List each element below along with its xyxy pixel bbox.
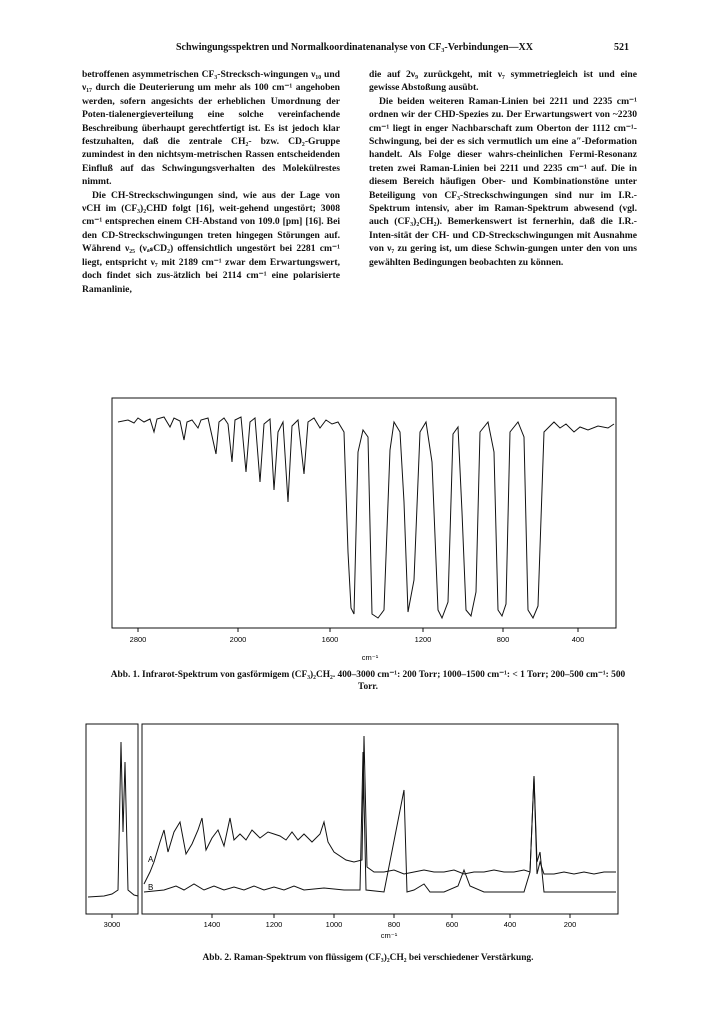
raman-tick-label: 400: [503, 920, 517, 929]
text-column-right: [369, 68, 637, 269]
raman-main-frame: [142, 724, 618, 914]
paragraph: Die CH-Streckschwingungen sind, wie aus der Lage von νCH im (CF₃)₂CHD folgt [16], weit-gehend ungestört; 3008 cm⁻¹ entsprechen einem CH-Abstand von 109.0 [pm] [16]. Bei den CD-Streckschwingungen treten hingegen Störungen auf. Während ν₂₅ (νₐₛCD₂) offensichtlich ungestört bei 2281 cm⁻¹ liegt, entspricht ν₇ mit 2189 cm⁻¹ zwar dem Erwartungswert, doch findet sich zus-ätzlich bei 2114 cm⁻¹ eine polarisierte Ramanlinie,: [82, 189, 340, 295]
ir-tick-label: 2000: [229, 635, 247, 644]
running-title: Schwingungsspektren und Normalkoordinatenanalyse von CF₃-Verbindungen—XX: [176, 42, 533, 53]
raman-spectrum-figure: [84, 722, 624, 947]
ir-axis-unit: cm⁻¹: [361, 653, 379, 662]
raman-inset-frame: [86, 724, 138, 914]
paragraph: Die beiden weiteren Raman-Linien bei 2211 und 2235 cm⁻¹ ordnen wir der CHD-Spezies zu. Der Erwartungswert von ~2230 cm⁻¹ liegt in enger Nachbarschaft zum Oberton der 1112 cm⁻¹-Schwingung, bei der es sich vermutlich um eine a″-Deformation handelt. Als Folge dieser wahrs-cheinlichen Fermi-Resonanz treten zwei Raman-Linien bei 2211 und 2235 cm⁻¹ auf. Die in diesem Bereich häufigen Ober- und Kombinationstöne unter Beteiligung von CF₃-Streckschwingungen sind nur im I.R.-Spektrum intensiv, aber im Raman-Spektrum abwesend (vgl. auch (CF₃)₂CH₂). Bemerkenswert ist fernerhin, daß die I.R.-Inten-sität der CH- und CD-Streckschwingungen mit Ausnahme von ν₇ zu gering ist, um diese Schwin-gungen unter den von uns gewählten Bedingungen beobachten zu können.: [369, 95, 637, 268]
page-number: 521: [614, 42, 629, 53]
figure-2-caption: Abb. 2. Raman-Spektrum von flüssigem (CF₃)₂CH₂ bei verschiedener Verstärkung.: [202, 953, 534, 963]
paragraph: die auf 2ν₉ zurückgeht, mit ν₇ symmetriegleich ist und eine gewisse Abstoßung ausübt.: [369, 69, 637, 94]
raman-trace-A: [144, 736, 616, 884]
ir-frame: [112, 398, 616, 628]
ir-x-axis: [138, 628, 578, 632]
raman-tick-label: 200: [563, 920, 577, 929]
raman-inset-trace: [88, 742, 138, 897]
raman-tick-label: 1400: [203, 920, 221, 929]
trace-label-a: A: [148, 855, 154, 864]
text-column-left: [82, 68, 340, 296]
ir-tick-label: 800: [496, 635, 510, 644]
raman-tick-label: 3000: [103, 920, 121, 929]
ir-spectrum-trace: [118, 417, 614, 618]
trace-label-b: B: [148, 883, 154, 892]
ir-spectrum-figure: [108, 392, 618, 672]
raman-tick-label: 800: [387, 920, 401, 929]
ir-tick-label: 1200: [414, 635, 432, 644]
raman-tick-label: 1000: [325, 920, 343, 929]
paragraph: betroffenen asymmetrischen CF₃-Strecksch-wingungen ν₁₀ und ν₁₇ durch die Deuterierung um mehr als 100 cm⁻¹ angehoben werden, sofern angesichts der erheblichen Umordnung der Poten-tialenergieverteilung eine solche vereinfachende Beschreibung überhaupt gerechtfertigt ist. Es ist jedoch klar festzuhalten, daß die zentrale CH₂- bzw. CD₂-Gruppe zumindest in den nichtsym-metrischen Rassen entscheidenden Einfluß auf das Schwingungsverhalten des Molekülrestes nimmt.: [82, 69, 340, 188]
ir-tick-label: 2800: [129, 635, 147, 644]
ir-tick-label: 400: [571, 635, 585, 644]
figure-1-caption: Abb. 1. Infrarot-Spektrum von gasförmigem (CF₃)₂CH₂. 400–3000 cm⁻¹: 200 Torr; 1000–1500 cm⁻¹: < 1 Torr; 200–500 cm⁻¹: 500 Torr.: [110, 670, 626, 692]
raman-axis-unit: cm⁻¹: [380, 931, 398, 940]
raman-tick-label: 600: [445, 920, 459, 929]
raman-trace-B: [144, 752, 616, 892]
ir-tick-label: 1600: [321, 635, 339, 644]
raman-x-axis: [112, 914, 570, 918]
running-header: [0, 42, 721, 58]
raman-tick-label: 1200: [265, 920, 283, 929]
